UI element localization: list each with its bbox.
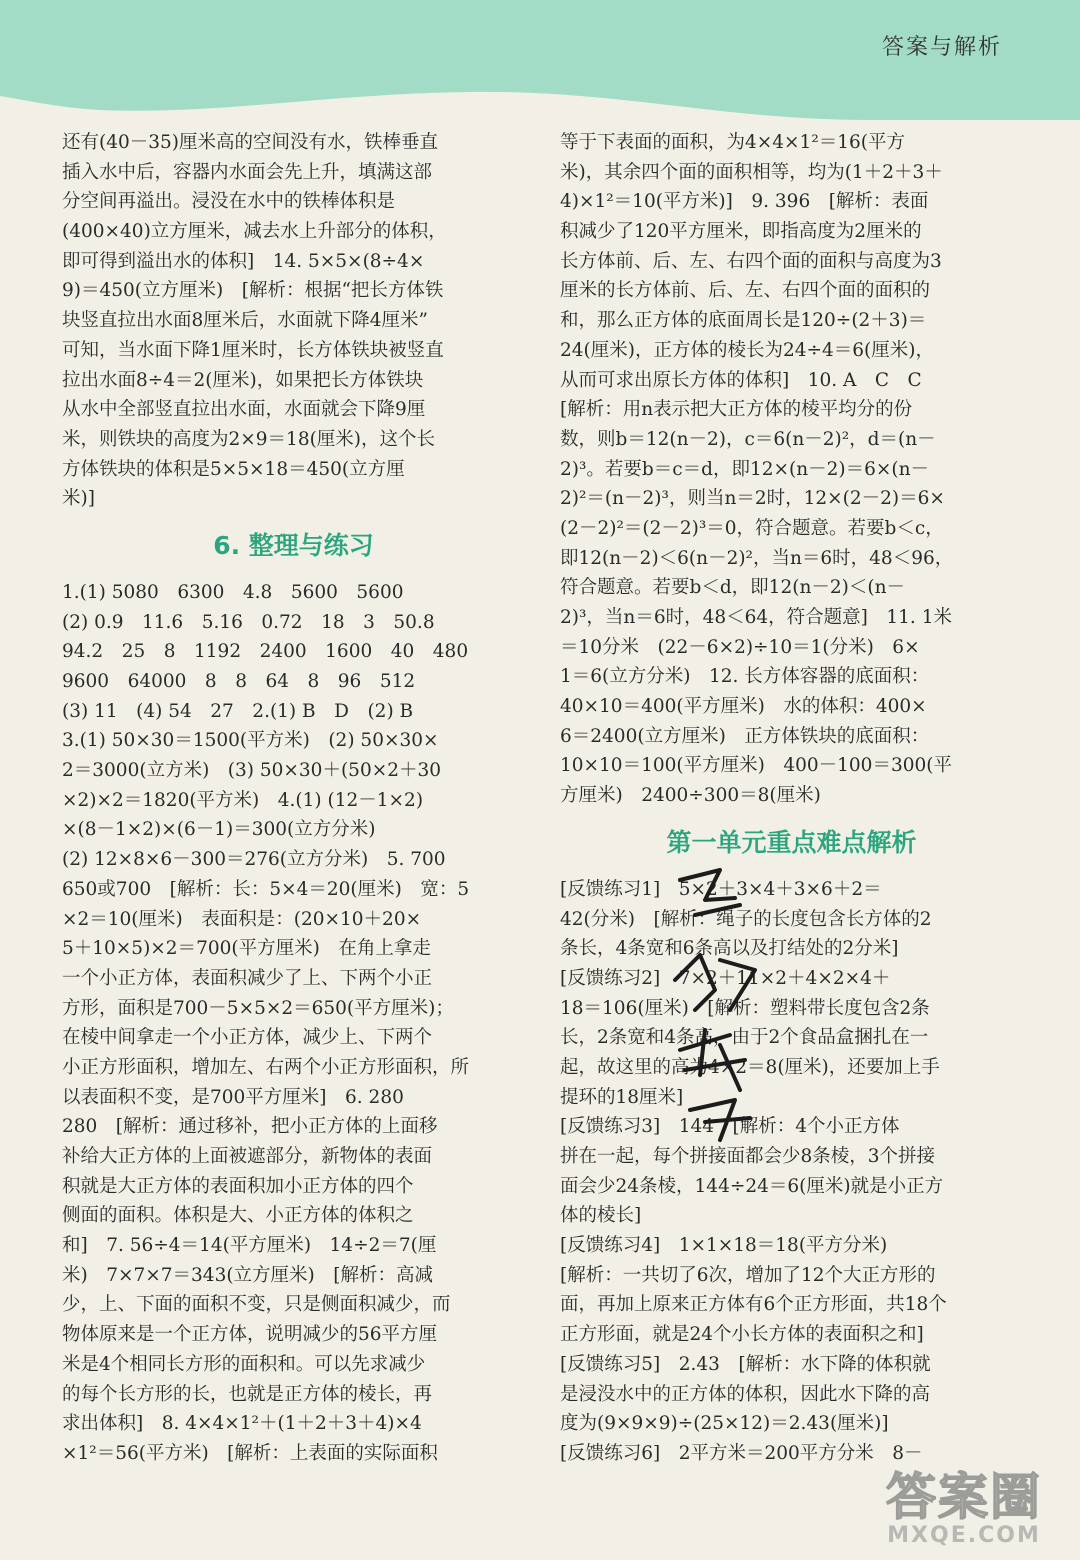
text-line: ×(8－1×2)×(6－1)＝300(立方分米) xyxy=(62,819,376,841)
text-line: 小正方形面积，增加左、右两个小正方形面积，所 xyxy=(62,1056,470,1078)
text-line: [反馈练习1] 5×2＋3×4＋3×6＋2＝ xyxy=(560,878,882,900)
text-line: 和] 7. 56÷4＝14(平方厘米) 14÷2＝7(厘 xyxy=(62,1235,437,1257)
text-line: 9)＝450(立方厘米) [解析：根据“把长方体铁 xyxy=(62,280,444,302)
text-line: 米)] xyxy=(62,488,95,510)
text-line: 4)×1²＝10(平方米)] 9. 396 [解析：表面 xyxy=(560,191,929,213)
text-line: 拼在一起，每个拼接面都会少8条棱，3个拼接 xyxy=(560,1146,936,1167)
text-line: 10×10＝100(平方厘米) 400－100＝300(平 xyxy=(560,755,952,777)
left-column xyxy=(62,128,525,1469)
text-line: 可知，当水面下降1厘米时，长方体铁块被竖直 xyxy=(62,339,444,361)
text-line: 度为(9×9×9)÷(25×12)＝2.43(厘米)] xyxy=(560,1413,889,1435)
text-line: 米)，其余四个面的面积相等，均为(1＋2＋3＋ xyxy=(560,161,943,183)
text-line: 补给大正方体的上面被遮部分，新物体的表面 xyxy=(62,1146,433,1167)
text-line: 40×10＝400(平方厘米) 水的体积：400× xyxy=(560,696,927,718)
right-text-block xyxy=(560,128,1023,811)
text-line: ×1²＝56(平方米) [解析：上表面的实际面积 xyxy=(62,1442,438,1464)
text-line: ×2)×2＝1820(平方米) 4.(1) (12－1×2) xyxy=(62,789,424,811)
left-text-block xyxy=(62,128,525,514)
text-line: 3.(1) 50×30＝1500(平方米) (2) 50×30× xyxy=(62,730,439,752)
text-line: ×2＝10(厘米) 表面积是：(20×10＋20× xyxy=(62,908,422,930)
text-line: 条长，4条宽和6条高以及打结处的2分米] xyxy=(560,938,899,960)
text-line: 米，则铁块的高度为2×9＝18(厘米)，这个长 xyxy=(62,428,436,450)
text-line: 侧面的面积。体积是大、小正方体的体积之 xyxy=(62,1205,414,1227)
text-line: 是浸没水中的正方体的体积，因此水下降的高 xyxy=(560,1383,931,1405)
text-line: (2) 12×8×6－300＝276(立方分米) 5. 700 xyxy=(62,849,446,871)
text-line: 积减少了120平方厘米，即指高度为2厘米的 xyxy=(560,221,922,243)
text-line: 长方体前、后、左、右四个面的面积与高度为3 xyxy=(560,250,942,272)
text-line: (2－2)²＝(2－2)³＝0，符合题意。若要b＜c， xyxy=(560,517,944,539)
text-line: 650或700 [解析：长：5×4＝20(厘米) 宽：5 xyxy=(62,878,470,900)
section-title: 6. 整理与练习 xyxy=(213,530,374,560)
left-answer-block xyxy=(62,578,525,1469)
text-line: 分空间再溢出。浸没在水中的铁棒体积是 xyxy=(62,191,396,213)
text-line: 从水中全部竖直拉出水面，水面就会下降9厘 xyxy=(62,399,426,421)
text-line: 体的棱长] xyxy=(560,1205,642,1227)
text-line: 在棱中间拿走一个小正方体，减少上、下两个 xyxy=(62,1027,433,1049)
text-line: [反馈练习5] 2.43 [解析：水下降的体积就 xyxy=(560,1353,931,1375)
text-line: 方形，面积是700－5×5×2＝650(平方厘米)； xyxy=(62,997,454,1019)
text-line: 拉出水面8÷4＝2(厘米)，如果把长方体铁块 xyxy=(62,369,424,391)
text-line: 面，再加上原来正方体有6个正方形面，共18个 xyxy=(560,1294,947,1316)
text-line: [反馈练习3] 144 [解析：4个小正方体 xyxy=(560,1116,900,1138)
text-line: 厘米的长方体前、后、左、右四个面的面积的 xyxy=(560,280,931,302)
text-line: 积就是大正方体的表面积加小正方体的四个 xyxy=(62,1175,414,1197)
text-line: 数，则b＝12(n－2)，c＝6(n－2)²，d＝(n－ xyxy=(560,428,936,450)
text-line: 18＝106(厘米) [解析：塑料带长度包含2条 xyxy=(560,997,930,1019)
text-line: [解析：一共切了6次，增加了12个大正方形的 xyxy=(560,1264,936,1286)
text-line: 9600 64000 8 8 64 8 96 512 xyxy=(62,671,416,692)
right-answer-block xyxy=(560,875,1023,1469)
text-line: 5＋10×5)×2＝700(平方厘米) 在角上拿走 xyxy=(62,938,431,960)
text-line: ＝10分米 (22－6×2)÷10＝1(分米) 6× xyxy=(560,636,920,658)
right-column xyxy=(560,128,1023,1469)
text-line: 面会少24条棱，144÷24＝6(厘米)就是小正方 xyxy=(560,1175,944,1197)
header-title: 答案与解析 xyxy=(881,35,1002,60)
text-line: 长，2条宽和4条高，由于2个食品盒捆扎在一 xyxy=(560,1027,929,1049)
text-line: 6＝2400(立方厘米) 正方体铁块的底面积： xyxy=(560,725,930,747)
text-line: 即12(n－2)＜6(n－2)²，当n＝6时，48＜96， xyxy=(560,547,954,569)
text-line: 从而可求出原长方体的体积] 10. A C C xyxy=(560,369,922,391)
text-line: 少，上、下面的面积不变，只是侧面积减少，而 xyxy=(62,1294,451,1316)
text-line: 一个小正方体，表面积减少了上、下两个小正 xyxy=(62,967,433,989)
text-line: 42(分米) [解析：绳子的长度包含长方体的2 xyxy=(560,908,932,930)
text-line: 94.2 25 8 1192 2400 1600 40 480 xyxy=(62,641,469,663)
watermark-url: MXQE.COM xyxy=(887,1523,1041,1548)
text-line: 还有(40－35)厘米高的空间没有水，铁棒垂直 xyxy=(62,132,439,153)
text-line: 插入水中后，容器内水面会先上升，填满这部 xyxy=(62,161,433,183)
watermark-logo xyxy=(886,1468,1042,1548)
text-line: (2) 0.9 11.6 5.16 0.72 18 3 50.8 xyxy=(62,611,435,633)
watermark-main: 答案圈 xyxy=(886,1468,1042,1526)
text-line: 24(厘米)，正方体的棱长为24÷4＝6(厘米)， xyxy=(560,339,934,361)
text-line: 米) 7×7×7＝343(立方厘米) [解析：高减 xyxy=(62,1264,433,1286)
text-line: 等于下表面的面积，为4×4×1²＝16(平方 xyxy=(560,132,905,153)
text-line: 280 [解析：通过移补，把小正方体的上面移 xyxy=(62,1116,438,1138)
text-line: 以表面积不变，是700平方厘米] 6. 280 xyxy=(62,1086,404,1108)
text-line: 米是4个相同长方形的面积和。可以先求减少 xyxy=(62,1353,426,1375)
text-line: (3) 11 (4) 54 27 2.(1) B D (2) B xyxy=(62,700,414,722)
text-line: 2)³，当n＝6时，48＜64，符合题意] 11. 1米 xyxy=(560,607,952,628)
text-line: 起，故这里的高为4×2＝8(厘米)，还要加上手 xyxy=(560,1056,940,1078)
text-line: [解析：用n表示把大正方体的棱平均分的份 xyxy=(560,399,913,421)
text-line: 即可得到溢出水的体积] 14. 5×5×(8÷4× xyxy=(62,250,425,272)
text-line: 2)²＝(n－2)³，则当n＝2时，12×(2－2)＝6× xyxy=(560,488,945,510)
text-line: 符合题意。若要b＜d，即12(n－2)＜(n－ xyxy=(560,577,905,599)
text-line: [反馈练习4] 1×1×18＝18(平方分米) xyxy=(560,1235,888,1257)
text-line: 块竖直拉出水面8厘米后，水面就下降4厘米” xyxy=(62,310,428,332)
text-line: 正方形面，就是24个小长方体的表面积之和] xyxy=(560,1324,924,1346)
text-line: 和，那么正方体的底面周长是120÷(2＋3)＝ xyxy=(560,310,927,332)
text-line: 1.(1) 5080 6300 4.8 5600 5600 xyxy=(62,581,404,603)
text-line: 方体铁块的体积是5×5×18＝450(立方厘 xyxy=(62,458,405,480)
text-line: 2＝3000(立方米) (3) 50×30＋(50×2＋30 xyxy=(62,760,442,782)
text-line: 1＝6(立方分米) 12. 长方体容器的底面积： xyxy=(560,666,930,688)
text-line: 的每个长方形的长，也就是正方体的棱长，再 xyxy=(62,1383,433,1405)
text-line: (400×40)立方厘米，减去水上升部分的体积， xyxy=(62,221,447,243)
text-line: [反馈练习2] 7×2＋11×2＋4×2×4＋ xyxy=(560,967,891,989)
text-line: 提环的18厘米] xyxy=(560,1086,684,1108)
section-title: 第一单元重点难点解析 xyxy=(666,827,917,857)
text-line: [反馈练习6] 2平方米＝200平方分米 8－ xyxy=(560,1442,923,1464)
text-line: 求出体积] 8. 4×4×1²＋(1＋2＋3＋4)×4 xyxy=(62,1413,422,1435)
text-line: 方厘米) 2400÷300＝8(厘米) xyxy=(560,785,821,807)
text-line: 2)³。若要b＝c＝d，即12×(n－2)＝6×(n－ xyxy=(560,458,930,480)
text-line: 物体原来是一个正方体，说明减少的56平方厘 xyxy=(62,1324,438,1346)
